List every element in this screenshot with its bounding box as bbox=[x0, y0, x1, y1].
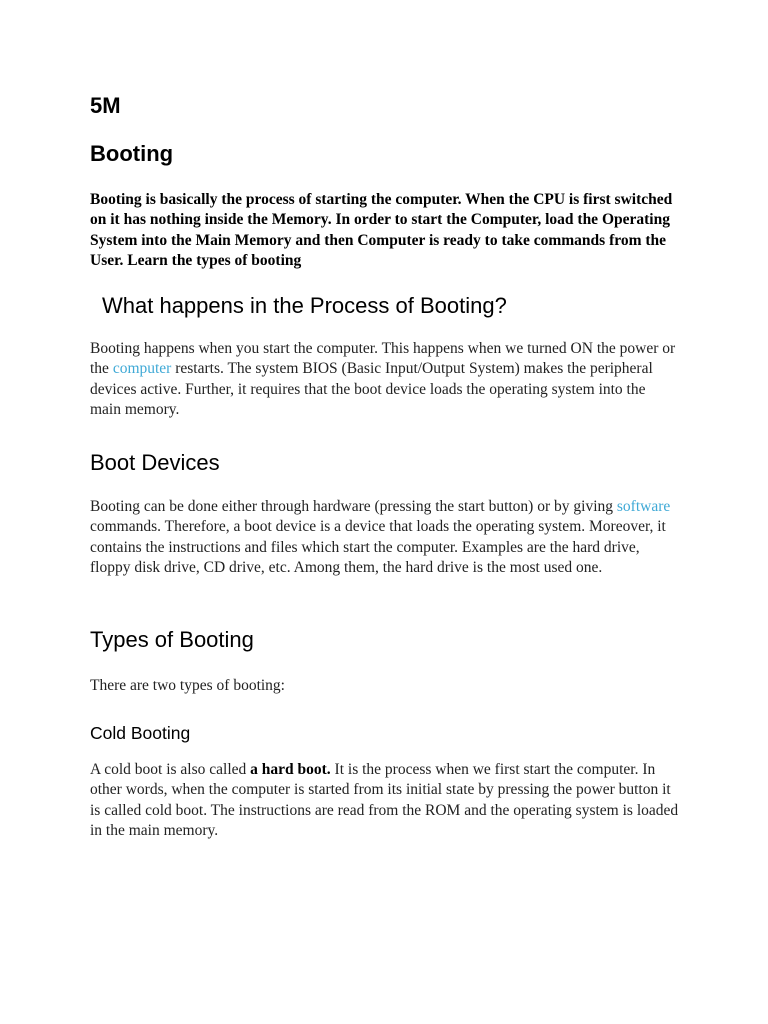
cold-text-part-2: It is the process when we first start the computer. In other words, when the computer is started from its initial state by pressing the power button it is called cold boot. The instructions are read from the ROM and the operating system is loaded in the main memory. bbox=[90, 761, 679, 839]
what-text-part-1: Booting happens when you start the computer. This happens when we turned ON the power or the bbox=[90, 340, 676, 378]
boot-devices-paragraph bbox=[90, 497, 680, 578]
cold-booting-paragraph bbox=[90, 760, 680, 841]
intro-paragraph: Booting is basically the process of starting the computer. When the CPU is first switched on it has nothing inside the Memory. In order to start the Computer, load the Operating System into the Main Memory and then Computer is ready to take commands from the User. Learn the types of booting bbox=[90, 191, 673, 269]
page-title: Booting bbox=[90, 141, 174, 166]
computer-link[interactable]: computer bbox=[112, 360, 172, 378]
cold-text-part-1: A cold boot is also called bbox=[90, 761, 251, 778]
section-heading-boot-devices: Boot Devices bbox=[90, 450, 220, 475]
devices-text-part-2: commands. Therefore, a boot device is a device that loads the operating system. Moreover, it contains the instructions and files which start the computer. Examples are the hard drive, floppy disk drive, CD drive, etc. Among them, the hard drive is the most used one. bbox=[90, 518, 666, 576]
software-link[interactable]: software bbox=[616, 498, 671, 515]
what-happens-paragraph bbox=[90, 339, 680, 420]
section-heading-types-of-booting: Types of Booting bbox=[90, 627, 254, 652]
devices-text-part-1: Booting can be done either through hardware (pressing the start button) or by giving bbox=[90, 498, 617, 515]
marks-label: 5M bbox=[90, 93, 121, 118]
cold-bold-term: a hard boot. bbox=[250, 761, 331, 778]
section-heading-what-happens: What happens in the Process of Booting? bbox=[102, 293, 507, 318]
subheading-cold-booting: Cold Booting bbox=[90, 723, 191, 743]
what-text-part-2: restarts. The system BIOS (Basic Input/Output System) makes the peripheral devices active. Further, it requires that the boot device loads the operating system into the main memory. bbox=[90, 360, 653, 418]
types-paragraph: There are two types of booting: bbox=[90, 677, 285, 694]
